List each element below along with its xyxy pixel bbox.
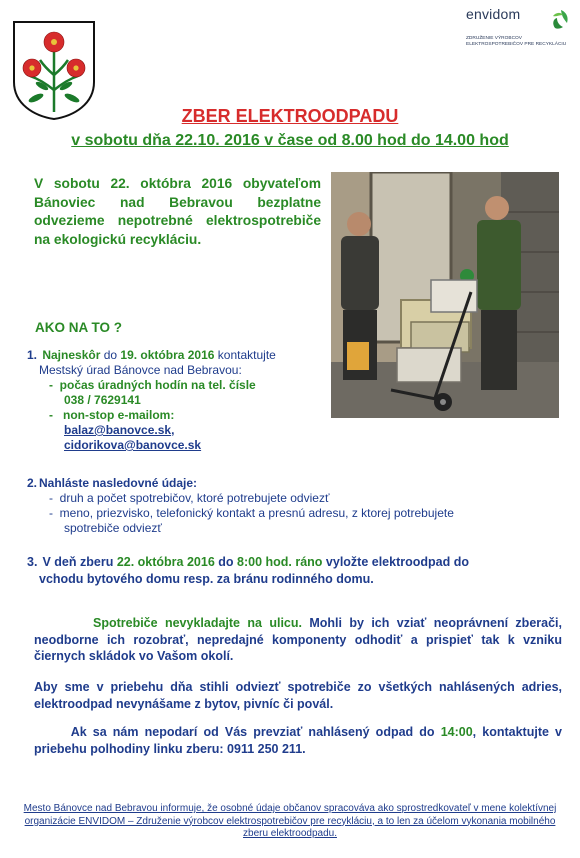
step-3-c: do	[214, 555, 237, 569]
logo-brand: envidom	[466, 6, 521, 22]
step-1-office: Mestský úrad Bánovce nad Bebravou:	[39, 363, 242, 377]
step-3-e: vyložte elektroodpad do	[322, 555, 469, 569]
step-2: 2. Nahláste nasledovné údaje: - druh a počet spotrebičov, ktoré potrebujete odviezť - meno, priezvisko, telefonický kontakt a presnú adresu, z ktorej potrebujete spotrebiče odviezť	[27, 476, 527, 536]
email-comma: ,	[171, 423, 175, 437]
step-3-a: V deň zberu	[42, 555, 117, 569]
step-1-email-label: non-stop e-mailom:	[63, 408, 175, 422]
step-2-item-2b: spotrebiče odviezť	[64, 521, 162, 535]
town-crest-icon	[12, 20, 96, 120]
intro-paragraph: V sobotu 22. októbra 2016 obyvateľom Bánoviec nad Bebravou bezplatne odvezieme nepotrebné elektrospotrebiče na ekologickú recykláciu.	[34, 176, 321, 247]
contact-time: 14:00	[440, 725, 473, 739]
page-subtitle: v sobotu dňa 22.10. 2016 v čase od 8.00 hod do 14.00 hod	[71, 132, 509, 149]
step-2-item-1: druh a počet spotrebičov, ktoré potrebujete odviezť	[59, 491, 330, 505]
warning-body: Mohli by ich vziať neoprávnení zberači, neodborne ich rozobrať, nepredajné komponenty odhodiť a prispieť tak k vzniku čiernych skládok vo Vašom okolí.	[34, 616, 562, 663]
step-1: 1. Najneskôr do 19. októbra 2016 kontaktujte Mestský úrad Bánovce nad Bebravou: - počas úradných hodín na tel. čísle 038 / 7629141 - non-stop e-mailom: balaz@banovce.sk, cidorikova@banovce.sk	[27, 348, 537, 453]
step-1-deadline-word: Najneskôr	[42, 348, 101, 362]
step-2-number: 2.	[27, 476, 38, 490]
step-2-heading: Nahláste nasledovné údaje:	[39, 476, 198, 490]
step-3-number: 3.	[27, 555, 38, 569]
contact-paragraph	[34, 724, 562, 757]
step-3	[27, 554, 567, 587]
step-1-number: 1.	[27, 348, 38, 362]
warning-paragraph	[34, 615, 562, 665]
step-1-phone-label: počas úradných hodín na tel. čísle	[59, 378, 256, 392]
step-3-date: 22. októbra 2016	[116, 555, 215, 569]
step-1-do: do	[100, 348, 121, 362]
contact-c: , kontaktujte v priebehu polhodiny linku zberu: 0911 250 211.	[34, 725, 562, 756]
step-1-phone: 038 / 7629141	[64, 393, 141, 407]
step-1-contact: kontaktujte	[214, 348, 276, 362]
page-title: ZBER ELEKTROODPADU	[181, 106, 399, 126]
warning-lead: Spotrebiče nevykladajte na ulicu.	[92, 616, 302, 630]
step-3-line-2: vchodu bytového domu resp. za bránu rodinného domu.	[39, 571, 374, 586]
email-link-balaz[interactable]: balaz@banovce.sk	[64, 423, 172, 437]
step-1-date: 19. októbra 2016	[120, 348, 215, 362]
info-paragraph: Aby sme v priebehu dňa stihli odviezť spotrebiče zo všetkých nahlásených adries, elektroodpad nevynášame z bytov, pivníc či povál.	[34, 680, 562, 711]
step-2-item-2: meno, priezvisko, telefonický kontakt a presnú adresu, z ktorej potrebujete	[59, 506, 454, 520]
logo-tagline: ZDRUŽENIE VÝROBCOV ELEKTROSPOTREBIČOV PRE RECYKLÁCIU	[466, 36, 567, 47]
email-link-cidorikova[interactable]: cidorikova@banovce.sk	[64, 438, 202, 452]
recycle-leaf-icon	[549, 8, 573, 32]
footer-note: Mesto Bánovce nad Bebravou informuje, že osobné údaje občanov spracováva ako sprostredkovateľ v mene kolektívnej organizácie ENVIDOM – Združenie výrobcov elektrospotrebičov pre recykláciu, a to len za účelom vykonania mobilného zberu elektroodpadu.	[23, 803, 557, 840]
step-3-time: 8:00 hod. ráno	[237, 555, 323, 569]
contact-a: Ak sa nám nepodarí od Vás prevziať nahlásený odpad do	[70, 725, 441, 739]
howto-heading: AKO NA TO ?	[35, 320, 122, 335]
